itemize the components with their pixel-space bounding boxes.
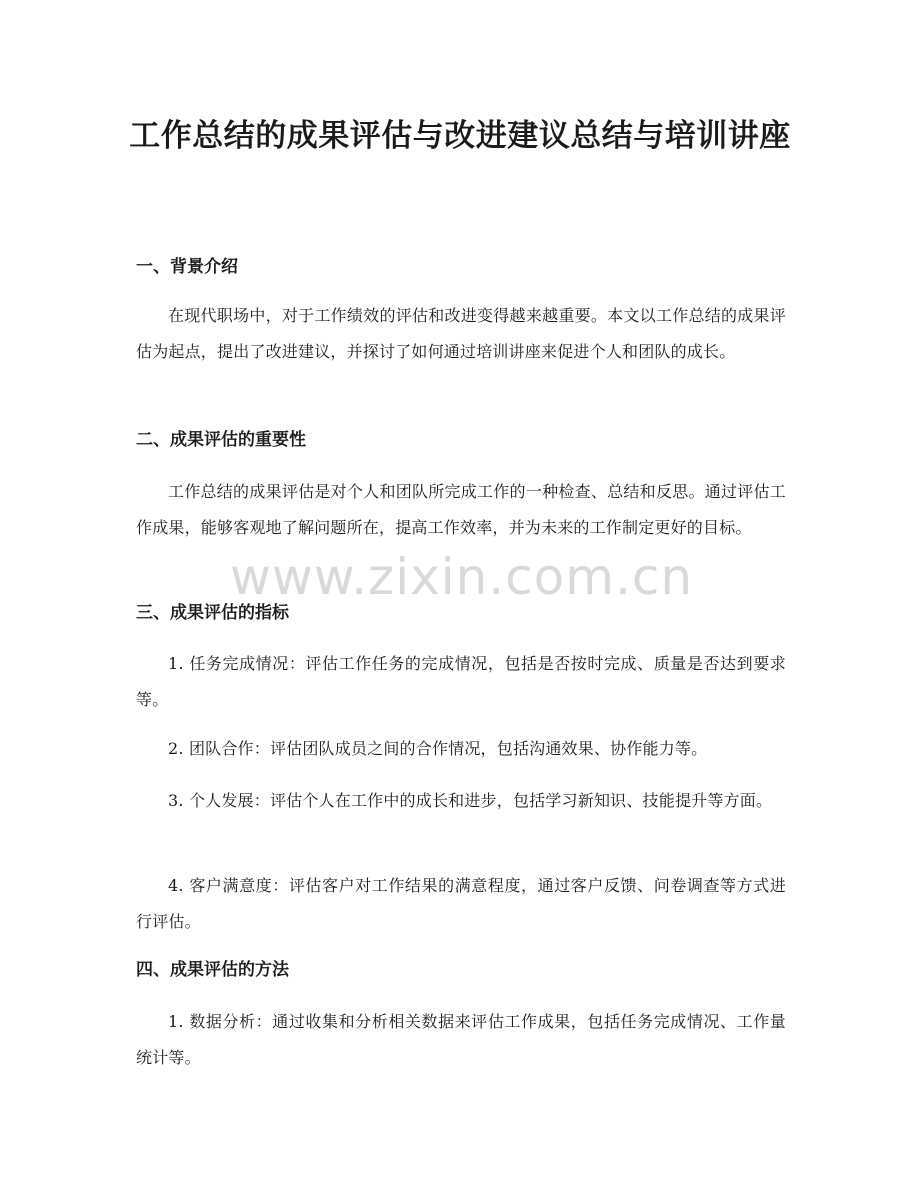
indicator-item-1: 1. 任务完成情况：评估工作任务的完成情况，包括是否按时完成、质量是否达到要求等。 [136, 654, 786, 709]
section-heading-importance: 二、成果评估的重要性 [136, 430, 306, 450]
section-heading-methods: 四、成果评估的方法 [136, 960, 289, 980]
paragraph-importance: 工作总结的成果评估是对个人和团队所完成工作的一种检查、总结和反思。通过评估工作成果，能够客观地了解问题所在，提高工作效率，并为未来的工作制定更好的目标。 [136, 482, 786, 537]
indicator-item-2: 2. 团队合作：评估团队成员之间的合作情况，包括沟通效果、协作能力等。 [168, 739, 708, 758]
section-heading-indicators: 三、成果评估的指标 [136, 603, 289, 623]
indicator-item-4: 4. 客户满意度：评估客户对工作结果的满意程度，通过客户反馈、问卷调查等方式进行评估。 [136, 876, 786, 931]
section-heading-background: 一、背景介绍 [136, 257, 238, 277]
indicator-item-3: 3. 个人发展：评估个人在工作中的成长和进步，包括学习新知识、技能提升等方面。 [168, 791, 773, 810]
watermark-text: www.zixin.com.cn [230, 548, 694, 606]
method-item-1: 1. 数据分析：通过收集和分析相关数据来评估工作成果，包括任务完成情况、工作量统计等。 [136, 1012, 786, 1067]
document-title: 工作总结的成果评估与改进建议总结与培训讲座 [129, 118, 791, 154]
paragraph-background: 在现代职场中，对于工作绩效的评估和改进变得越来越重要。本文以工作总结的成果评估为起点，提出了改进建议，并探讨了如何通过培训讲座来促进个人和团队的成长。 [136, 306, 786, 361]
